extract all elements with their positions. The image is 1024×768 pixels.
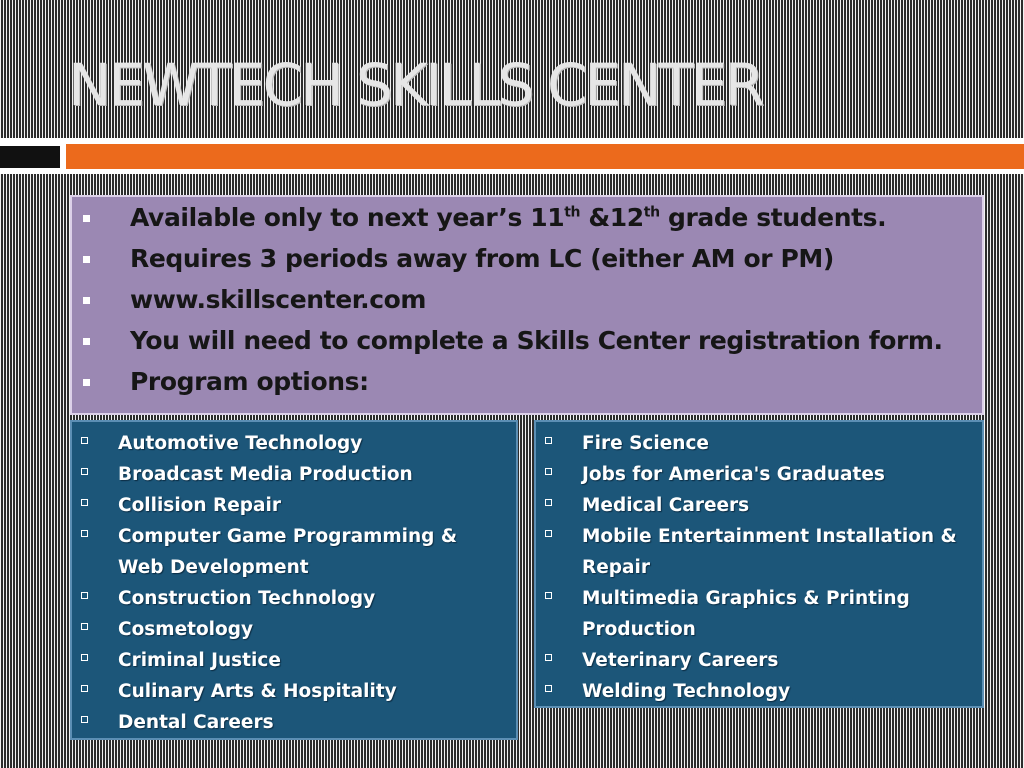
square-bullet-icon [83, 297, 90, 304]
square-bullet-icon [83, 338, 90, 345]
hollow-square-bullet-icon [81, 468, 88, 475]
program-panel-left [70, 420, 518, 740]
program-name: Collision Repair [118, 495, 281, 516]
divider-bar-orange [66, 144, 1024, 169]
program-list-item [534, 645, 972, 676]
hollow-square-bullet-icon [81, 654, 88, 661]
info-item-grades [70, 201, 984, 242]
hollow-square-bullet-icon [545, 530, 552, 537]
info-text-registration: You will need to complete a Skills Center registration form. [130, 326, 943, 355]
program-name: Dental Careers [118, 712, 274, 733]
info-text-website: www.skillscenter.com [130, 285, 427, 314]
program-list-item [70, 645, 498, 676]
slide-title: NEWTECH SKILLS CENTER [68, 51, 762, 119]
hollow-square-bullet-icon [81, 685, 88, 692]
grades-text-part: Available only to next year’s 11 [130, 203, 565, 232]
program-name: Automotive Technology [118, 433, 363, 454]
hollow-square-bullet-icon [545, 685, 552, 692]
program-name: Cosmetology [118, 619, 254, 640]
square-bullet-icon [83, 256, 90, 263]
program-name: Computer Game Programming & Web Development [118, 526, 457, 578]
hollow-square-bullet-icon [545, 468, 552, 475]
program-list-item [534, 459, 972, 490]
program-list-item [70, 428, 498, 459]
info-text-periods: Requires 3 periods away from LC (either AM or PM) [130, 244, 834, 273]
program-list-item [534, 428, 972, 459]
program-list-item [70, 459, 498, 490]
info-item-periods [70, 242, 984, 283]
square-bullet-icon [83, 215, 90, 222]
divider-bar-black [0, 146, 60, 168]
hollow-square-bullet-icon [81, 592, 88, 599]
program-list-item [70, 614, 498, 645]
program-name: Criminal Justice [118, 650, 281, 671]
hollow-square-bullet-icon [545, 654, 552, 661]
program-list-right [534, 428, 972, 707]
program-name: Construction Technology [118, 588, 376, 609]
program-list-left [70, 428, 498, 738]
info-text-program-options: Program options: [130, 367, 369, 396]
program-name: Multimedia Graphics & Printing Production [582, 588, 910, 640]
program-list-item [70, 707, 498, 738]
hollow-square-bullet-icon [545, 437, 552, 444]
superscript-th: th [564, 204, 581, 221]
program-list-item [70, 676, 498, 707]
program-list-item [534, 676, 972, 707]
program-name: Broadcast Media Production [118, 464, 413, 485]
info-box [70, 195, 984, 415]
program-name: Jobs for America's Graduates [582, 464, 885, 485]
program-name: Welding Technology [582, 681, 791, 702]
info-item-website [70, 283, 984, 324]
program-name: Culinary Arts & Hospitality [118, 681, 397, 702]
hollow-square-bullet-icon [81, 437, 88, 444]
program-name: Veterinary Careers [582, 650, 779, 671]
program-name: Fire Science [582, 433, 709, 454]
hollow-square-bullet-icon [81, 623, 88, 630]
program-name: Mobile Entertainment Installation & Repair [582, 526, 957, 578]
program-list-item [70, 521, 498, 583]
program-name: Medical Careers [582, 495, 750, 516]
hollow-square-bullet-icon [81, 499, 88, 506]
info-text-grades [130, 203, 886, 232]
hollow-square-bullet-icon [81, 530, 88, 537]
program-list-item [534, 583, 972, 645]
program-list-item [70, 583, 498, 614]
info-item-registration [70, 324, 984, 365]
program-list-item [534, 521, 972, 583]
grades-text-part: &12 [580, 203, 644, 232]
superscript-th: th [643, 204, 660, 221]
hollow-square-bullet-icon [545, 499, 552, 506]
hollow-square-bullet-icon [81, 716, 88, 723]
program-list-item [70, 490, 498, 521]
hollow-square-bullet-icon [545, 592, 552, 599]
program-panel-right [534, 420, 984, 708]
square-bullet-icon [83, 379, 90, 386]
info-item-program-options [70, 365, 984, 406]
program-list-item [534, 490, 972, 521]
grades-text-part: grade students. [659, 203, 887, 232]
info-list [70, 201, 984, 406]
